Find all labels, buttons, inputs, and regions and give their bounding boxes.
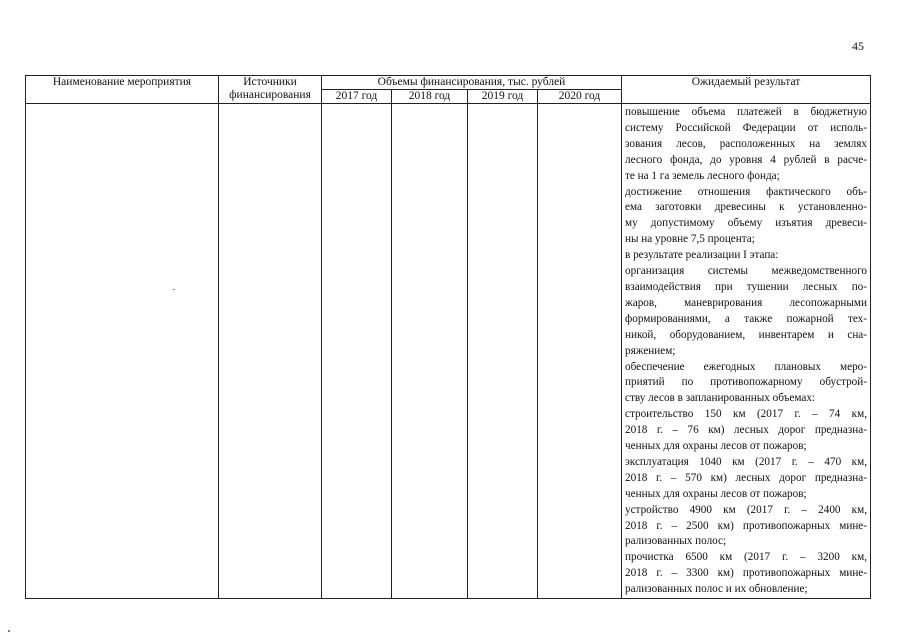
header-year-2018: 2018 год xyxy=(392,90,468,104)
expected-result-line: рализованных полос; xyxy=(625,535,727,548)
expected-result-line: 2018 г. – 2500 км) противопожарных мине- xyxy=(625,519,867,532)
expected-result-line: ема заготовки древесины к установленно- xyxy=(625,201,867,214)
expected-result-line: прочистка 6500 км (2017 г. – 3200 км, xyxy=(625,551,867,564)
expected-result-line: ству лесов в запланированных объемах: xyxy=(625,392,816,405)
header-funding-volumes: Объемы финансирования, тыс. рублей xyxy=(322,76,622,90)
expected-result-line: 2018 г. – 76 км) лесных дорог предназна- xyxy=(625,424,867,437)
header-expected-result: Ожидаемый результат xyxy=(622,76,871,104)
expected-result-line: повышение объема платежей в бюджетную xyxy=(625,106,867,118)
header-year-2019: 2019 год xyxy=(468,90,538,104)
expected-result-line: зования лесов, расположенных на землях xyxy=(625,137,867,150)
expected-result-line: му допустимому объему изъятия древеси- xyxy=(625,217,867,230)
cell-volume-2019 xyxy=(468,104,538,599)
expected-result-line: приятий по противопожарному обустрой- xyxy=(625,376,867,389)
expected-result-line: систему Российской Федерации от исполь- xyxy=(625,121,867,134)
expected-result-line: те на 1 га земель лесного фонда; xyxy=(625,169,780,182)
funding-table xyxy=(25,75,871,599)
expected-result-line: обеспечение ежегодных плановых меро- xyxy=(625,360,867,373)
expected-result-line: лесного фонда, до уровня 4 рублей в расче- xyxy=(625,153,867,166)
scan-speck xyxy=(8,630,10,632)
expected-result-line: ны на уровне 7,5 процента; xyxy=(625,233,755,246)
cell-expected-result xyxy=(622,104,871,599)
header-year-2017: 2017 год xyxy=(322,90,392,104)
scan-speck xyxy=(173,289,175,290)
cell-funding-source xyxy=(219,104,322,599)
expected-result-line: организация системы межведомственного xyxy=(625,265,867,278)
expected-result-text xyxy=(625,105,867,598)
expected-result-line: эксплуатация 1040 км (2017 г. – 470 км, xyxy=(625,455,867,468)
expected-result-line: 2018 г. – 570 км) лесных дорог предназна- xyxy=(625,471,867,484)
expected-result-line: никой, оборудованием, инвентарем и сна- xyxy=(625,328,867,341)
cell-volume-2018 xyxy=(392,104,468,599)
header-event-name: Наименование мероприятия xyxy=(26,76,219,104)
expected-result-line: взаимодействия при тушении лесных по- xyxy=(625,280,867,293)
header-funding-sources: Источники финансирования xyxy=(219,76,322,104)
table-row xyxy=(26,104,871,599)
expected-result-line: ченных для охраны лесов от пожаров; xyxy=(625,440,807,453)
expected-result-line: рализованных полос и их обновление; xyxy=(625,583,808,596)
cell-volume-2020 xyxy=(538,104,622,599)
expected-result-line: формированиями, а также пожарной тех- xyxy=(625,312,867,325)
expected-result-line: строительство 150 км (2017 г. – 74 км, xyxy=(625,408,867,421)
expected-result-line: достижение отношения фактического объ- xyxy=(625,185,867,198)
expected-result-line: 2018 г. – 3300 км) противопожарных мине- xyxy=(625,567,867,580)
expected-result-line: в результате реализации I этапа: xyxy=(625,249,779,262)
expected-result-line: жаров, маневрирования лесопожарными xyxy=(625,296,867,309)
cell-volume-2017 xyxy=(322,104,392,599)
header-year-2020: 2020 год xyxy=(538,90,622,104)
expected-result-line: ченных для охраны лесов от пожаров; xyxy=(625,487,807,500)
cell-event-name xyxy=(26,104,219,599)
expected-result-line: устройство 4900 км (2017 г. – 2400 км, xyxy=(625,503,867,516)
expected-result-line: ряжением; xyxy=(625,344,676,357)
page-number: 45 xyxy=(852,39,864,53)
